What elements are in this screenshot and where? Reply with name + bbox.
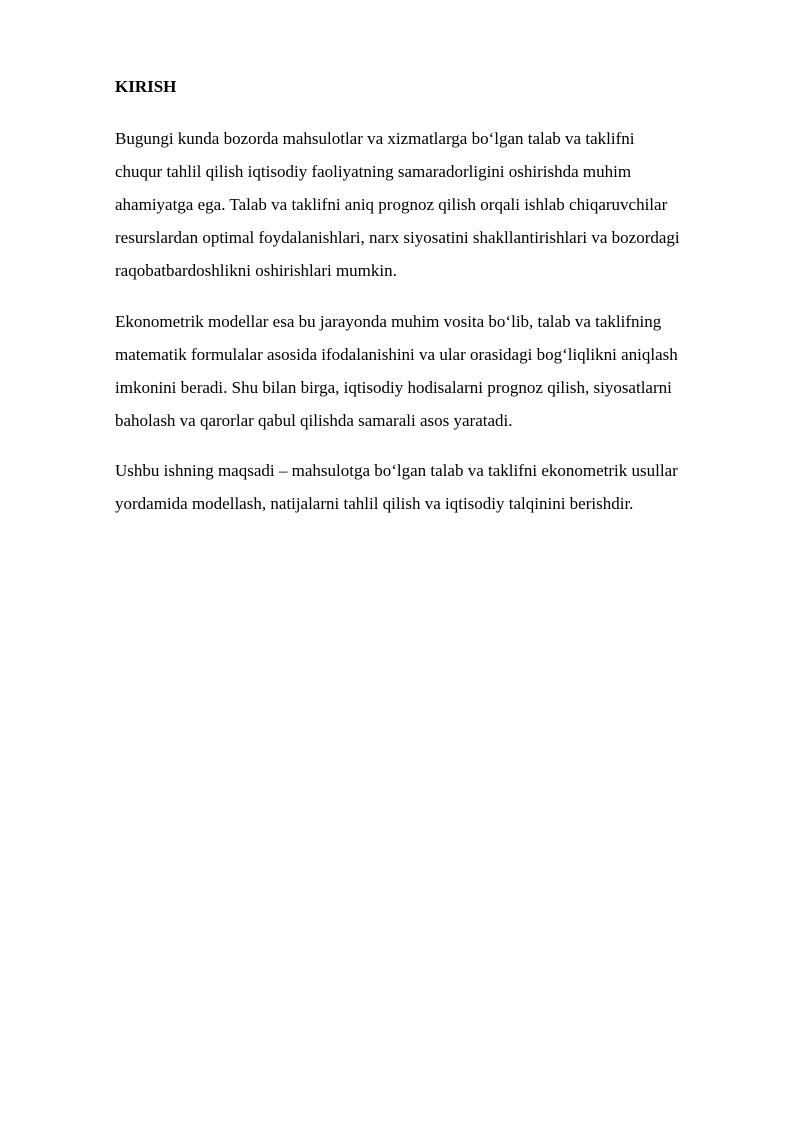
paragraph-line: raqobatbardoshlikni oshirishlari mumkin.: [115, 261, 397, 280]
paragraph-line: resurslardan optimal foydalanishlari, narx siyosatini shakllantirishlari va bozordagi: [115, 228, 680, 247]
section-heading: KIRISH: [115, 77, 177, 96]
paragraph-line: matematik formulalar asosida ifodalanishini va ular orasidagi bog‘liqlikni aniqlash: [115, 345, 678, 364]
paragraph-line: imkonini beradi. Shu bilan birga, iqtisodiy hodisalarni prognoz qilish, siyosatlarni: [115, 378, 672, 397]
paragraph-2: [115, 305, 725, 437]
paragraph-line: Bugungi kunda bozorda mahsulotlar va xizmatlarga bo‘lgan talab va taklifni: [115, 129, 635, 148]
paragraph-line: yordamida modellash, natijalarni tahlil qilish va iqtisodiy talqinini berishdir.: [115, 494, 634, 513]
paragraph-1: [115, 122, 725, 287]
paragraph-line: chuqur tahlil qilish iqtisodiy faoliyatning samaradorligini oshirishda muhim: [115, 162, 632, 181]
paragraph-line: ahamiyatga ega. Talab va taklifni aniq prognoz qilish orqali ishlab chiqaruvchilar: [115, 195, 668, 214]
paragraph-line: Ekonometrik modellar esa bu jarayonda muhim vosita bo‘lib, talab va taklifning: [115, 312, 662, 331]
paragraph-3: [115, 454, 725, 520]
paragraph-line: Ushbu ishning maqsadi – mahsulotga bo‘lgan talab va taklifni ekonometrik usullar: [115, 461, 678, 480]
paragraph-line: baholash va qarorlar qabul qilishda samarali asos yaratadi.: [115, 411, 513, 430]
